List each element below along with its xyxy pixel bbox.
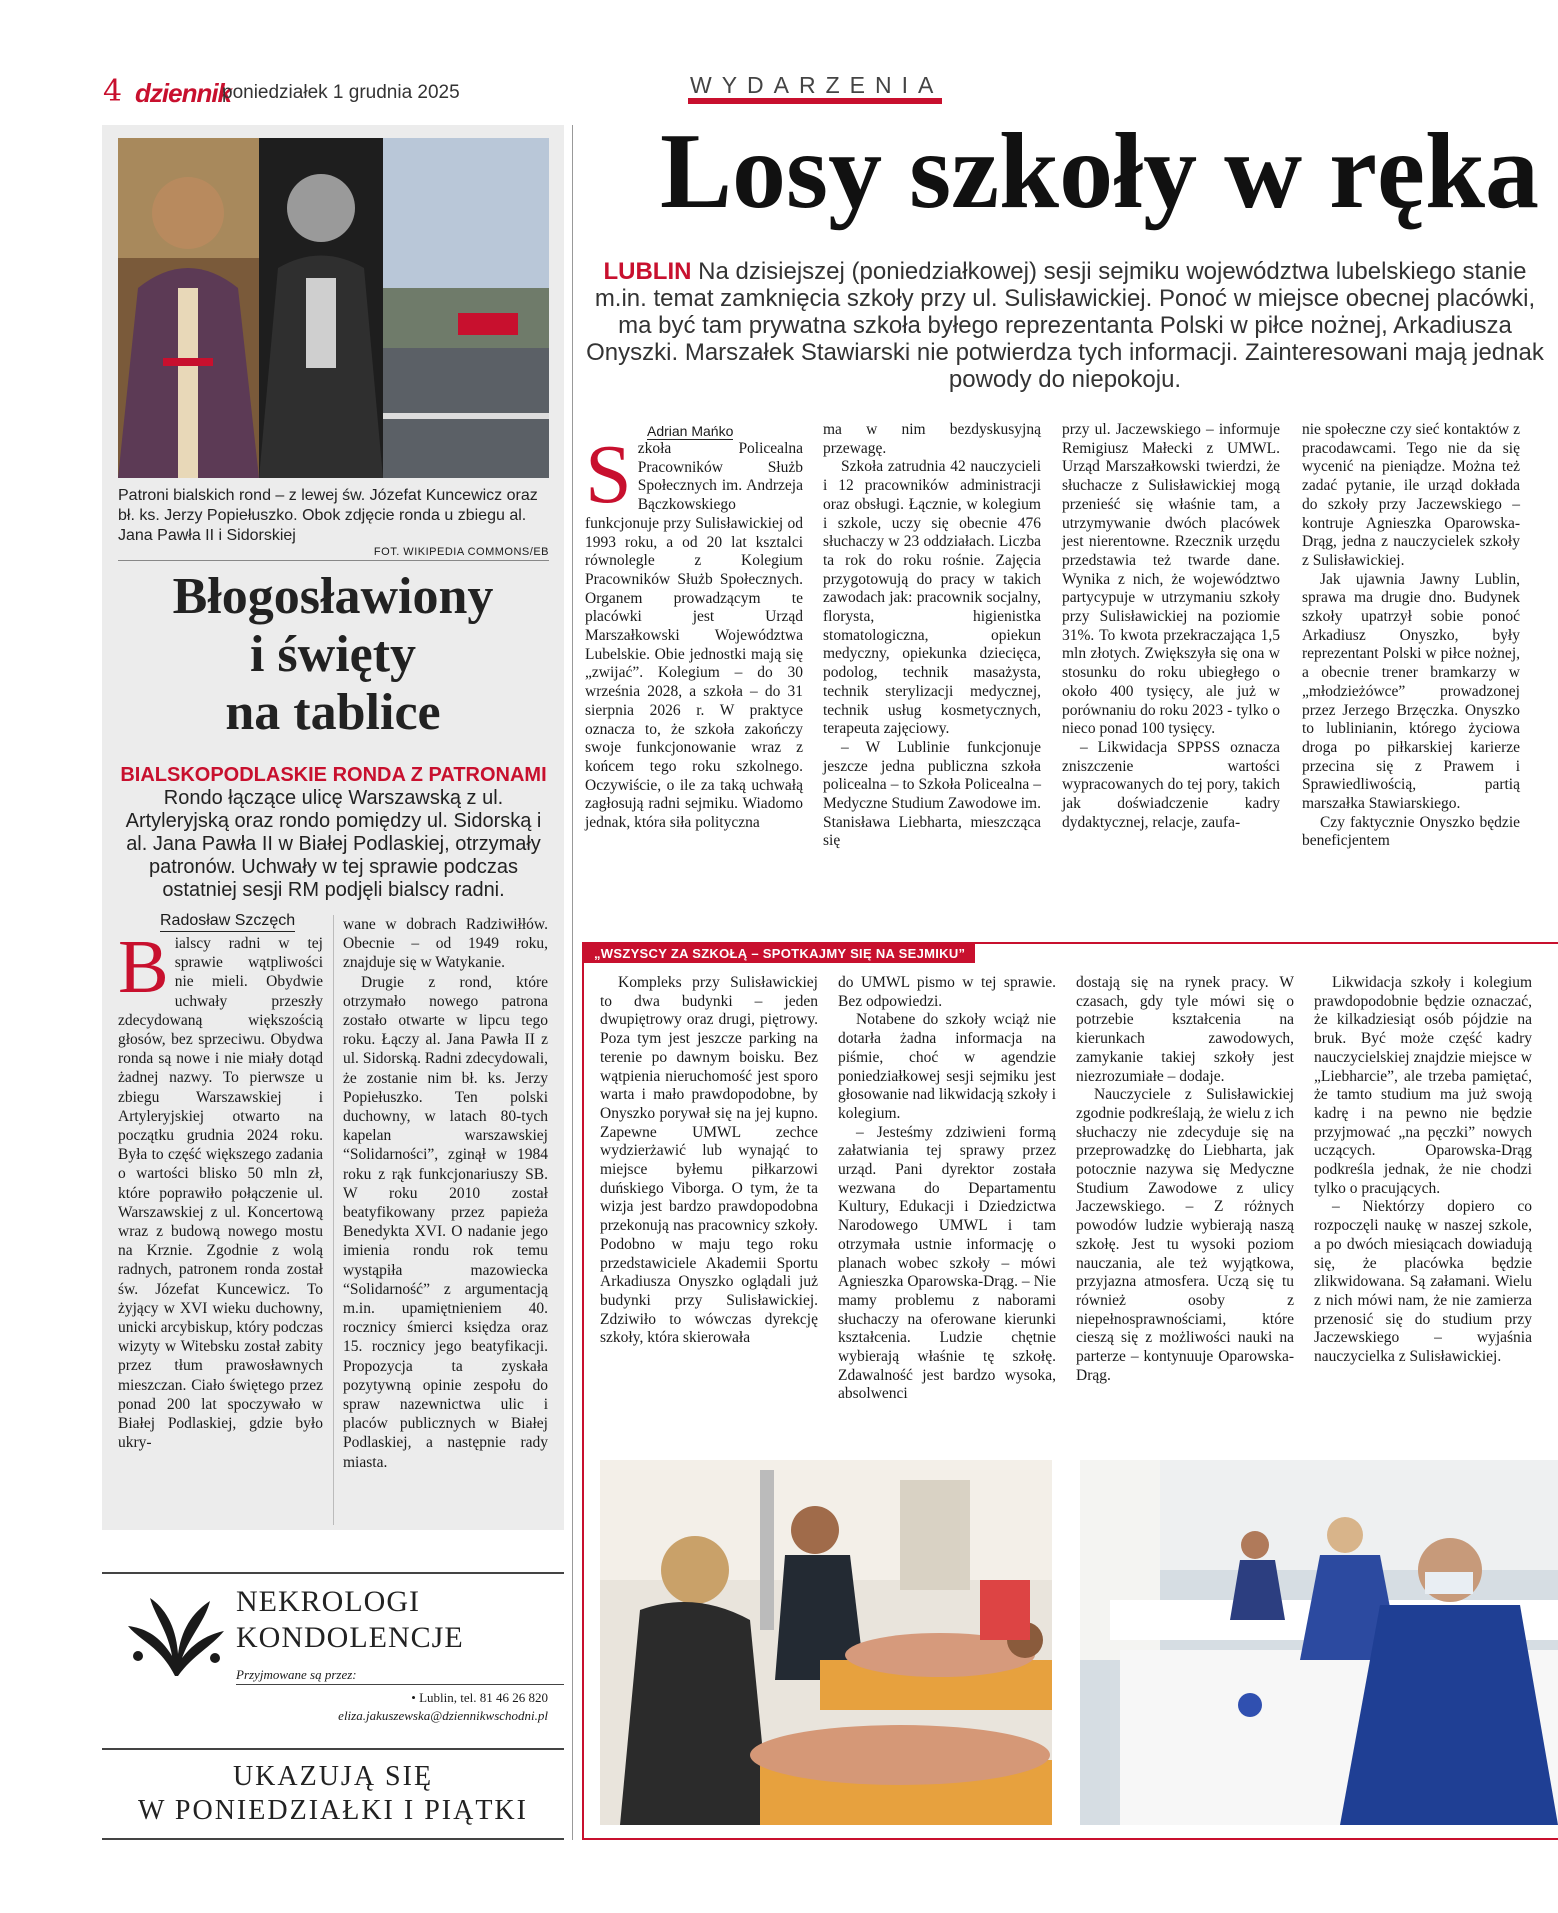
paragraph: wane w dobrach Radziwiłłów. Obecnie – od 1949 roku, znajduje się w Watykanie. (343, 916, 548, 972)
left-article-title (102, 568, 564, 742)
page-divider (572, 125, 573, 1840)
drop-cap: S (585, 428, 632, 521)
ukaz-line: W PONIEDZIAŁKI I PIĄTKI (138, 1795, 528, 1826)
issue-date: poniedziałek 1 grudnia 2025 (222, 82, 460, 103)
paragraph: Likwidacja szkoły i kolegium prawdopodobnie będzie oznaczać, że kilkadziesiąt osób pójdzie na bruk. Być może część kadry nauczycielskiej znajdzie miejsce w „Liebharcie”, ale trzeba pamiętać, że tamto studium ma już swoją kadrę i na pewno nie będzie przyjmować „na pęczki” nowych uczących. Oparowska-Drąg podkreśla jednak, że nie chodzi tylko o pracujących. (1314, 974, 1532, 1197)
boxed-column-1 (600, 974, 818, 1348)
main-author: Adrian Mańko (647, 423, 734, 439)
ukaz-line: UKAZUJĄ SIĘ (232, 1761, 434, 1792)
boxed-column-3 (1076, 974, 1294, 1385)
lead-text: Rondo łączące ulicę Warszawską z ul. Artyleryjską oraz rondo pomiędzy ul. Sidorską i al. Jana Pawła II w Białej Podlaskiej, otrzymały patronów. Uchwały w tej sprawie podczas ostatniej sesji RM podjęli bialscy radni. (125, 787, 542, 901)
title-line: Błogosławiony (172, 568, 494, 625)
contact-email: eliza.jakuszewska@dziennikwschodni.pl (338, 1708, 548, 1723)
drop-cap: B (118, 925, 169, 1009)
paragraph: Jak ujawnia Jawny Lublin, sprawa ma drugie dno. Budynek szkoły upatrzył sobie ponoć Arkadiusz Onyszko, były reprezentant Polski w piłce nożnej, a obecnie trener bramkarzy w „młodzieżówce” prowadzonej przez Jerzego Brzęczka. Onyszko to lublinianin, którego życiowa droga po piłkarskiej karierze przecina się z Prawem i Sprawiedliwością, partią marszałka Stawiarskiego. (1302, 570, 1520, 813)
left-article-column-1 (118, 925, 323, 1452)
paragraph: Nauczyciele z Sulisławickiej zgodnie podkreślają, że wielu z ich słuchaczy nie zdecyduje się na przeprowadzkę do Liebharta, jak potocznie nazywa się Medyczne Studium Zawodowe z ulicy Jaczewskiego. – Z różnych powodów ludzie wybierają naszą szkołę. Jest tu wysoki poziom nauczania, ale też wyjątkowa, przyjazna atmosfera. Uczą się tu również osoby z niepełnosprawnościami, które cieszą się z możliwości nauki na parterze – kontynuuje Oparowska-Drąg. (1076, 1086, 1294, 1384)
main-article-column-2 (823, 421, 1041, 851)
main-article-column-3 (1062, 421, 1280, 832)
paragraph: do UMWL pismo w tej sprawie. Bez odpowiedzi. (838, 974, 1056, 1010)
lead-text: Na dzisiejszej (poniedziałkowej) sesji sejmiku województwa lubelskiego stanie m.in. temat zamknięcia szkoły przy ul. Sulisławickiej. Ponoć w miejsce obecnej placówki, ma być tam prywatna szkoła byłego reprezentanta Polski w piłce nożnej, Arkadiusza Onyszki. Marszałek Stawiarski nie potwierdza tych informacji. Zainteresowani mają jednak powody do niepokoju. (586, 258, 1544, 393)
title-line: NEKROLOGI (236, 1585, 420, 1618)
body-text: zkoła Policealna Pracowników Służb Społecznych im. Andrzeja Bączkowskiego funkcjonuje przy Sulisławickiej od 1993 roku, a od 20 lat ksztalci równolegle z Kolegium Pracowników Służb Społecznych. Organem prowadzącym te placówki jest Urząd Marszałkowski Województwa Lubelskie. Obie jednostki mają się „zwijać”. Kolegium – do 30 września 2028, a szkoła – do 31 sierpnia 2026 r. W praktyce oznacza to, że szkoła zakończy swoje funkcjonowanie wraz z końcem tego roku szkolnego. Oczywiście, o ile za taką uchwałą zagłosują radni sejmiku. Wiadomo jednak, która siła polityczna (585, 440, 803, 832)
paragraph: – Likwidacja SPPSS oznacza zniszczenie wartości wypracowanych do tej pory, takich jak doświadczenie kadry dydaktycznej, relacje, zaufa- (1062, 738, 1280, 831)
floral-ornament-icon (120, 1586, 230, 1686)
paragraph: – Jesteśmy zdziwieni formą załatwiania tej sprawy przez urząd. Pani dyrektor została wezwana do Departamentu Kultury, Edukacji i Dziedzictwa Narodowego UMWL i tam otrzymała ustnie informację o planach wobec szkoły – mówi Agnieszka Oparowska-Drąg. – Nie mamy problemu z naborami słuchaczy na oferowane kierunki kształcenia. Ludzie chętnie wybierają właśnie tę szkołę. Zdawalność jest bardzo wysoka, absolwenci (838, 1123, 1056, 1403)
main-article-column-4 (1302, 421, 1520, 851)
lead-kicker: LUBLIN (603, 258, 692, 285)
paragraph: Notabene do szkoły wciąż nie dotarła żadna informacja na piśmie, choć w agendzie poniedziałkowej sesji sejmiku jest głosowanie nad likwidacją szkoły i kolegium. (838, 1011, 1056, 1122)
paragraph: Drugie z rond, które otrzymało nowego patrona zostało otwarte w lipcu tego roku. Łączy al. Jana Pawła II z ul. Sidorską. Radni zdecydowali, że zostanie nim bł. ks. Jerzy Popiełuszko. Ten polski duchowny, w latach 80-tych kapelan warszawskiej “Solidarności”, zginął w 1984 roku z rąk funkcjonariuszy SB. W roku 2010 został beatyfikowany przez papieża Benedykta XVI. O nadanie jego imienia rondu rok temu wystąpiła mazowiecka “Solidarność” z argumentacją m.in. upamiętnieniem 40. rocznicy śmierci księdza oraz 15. rocznicy jego beatyfikacji. Propozycja ta zyskała pozytywną opinie zespołu do spraw nazewnictwa ulic i placów publicznych w Białej Podlaskiej, a następnie rady miasta. (343, 973, 548, 1471)
paragraph: przy ul. Jaczewskiego – informuje Remigiusz Małecki z UMWL. Urząd Marszałkowski twierdzi, że słuchacze z Sulisławickiej mogą przenieść się właśnie tam, a utrzymywanie dwóch placówek jest nierentowne. Rzecznik urzędu przedstawia też twarde dane. Wynika z nich, że województwo partycypuje w utrzymaniu szkoły przy Sulisławickiej na poziomie 31%. To kwota przekraczająca 1,5 mln złotych. Zwiększyła się ona w stosunku do roku ubiegłego o około 400 tysięcy, ale już w porównaniu do roku 2023 - tylko o nieco ponad 100 tysięcy. (1062, 421, 1280, 738)
paragraph: Szkoła zatrudnia 42 nauczycieli i 12 pracowników administracji oraz obsługi. Łącznie, w kolegium i szkole, uczy się obecnie 476 słuchaczy w 23 oddziałach. Liczba ta rok do roku rośnie. Zajęcia przygotowują do pracy w takich zawodach jak: pracownik socjalny, florysta, higienistka stomatologiczna, opiekun medyczny, opiekunka dziecięca, podolog, technik masażysta, technik sterylizacji medycznej, technik usług kosmetycznych, terapeuta zajęciowy. (823, 458, 1041, 738)
boxed-column-2 (838, 974, 1056, 1404)
page-number: 4 (103, 74, 123, 109)
newspaper-logo: dziennik (135, 78, 232, 108)
paragraph: nie społeczne czy sieć kontaktów z pracodawcami. Tego nie da się wycenić na pieniądze. Można też zadać pytanie, ile urząd dokłada do szkoły przy Jaczewskiego – kontruje Agnieszka Oparowska-Drąg, jedna z nauczycielek szkoły z Sulisławickiej. (1302, 421, 1520, 569)
title-line: i święty (249, 626, 417, 683)
ad-divider (236, 1684, 564, 1685)
lead-kicker: BIALSKOPODLASKIE RONDA Z PATRONAMI (120, 764, 547, 786)
paragraph: Czy faktycznie Onyszko będzie beneficjentem (1302, 813, 1520, 850)
paragraph: dostają się na rynek pracy. W czasach, gdy tyle mówi się o potrzebie kształcenia na kierunkach zawodowych, zamykanie takiej szkoły jest niezrozumiałe – dodaje. (1076, 974, 1294, 1085)
obituary-title (236, 1584, 464, 1656)
paragraph: – W Lublinie funkcjonuje jeszcze jedna publiczna szkoła policealna – to Szkoła Policealna – Medyczne Studium Zawodowe im. Stanisława Liebharta, mieszcząca się (823, 738, 1041, 850)
main-article-lead (585, 258, 1545, 393)
contact-phone: • Lublin, tel. 81 46 26 820 (411, 1690, 548, 1705)
column-divider (333, 915, 334, 1525)
photo-credit: FOT. WIKIPEDIA COMMONS/EB (118, 546, 549, 561)
left-article-lead (118, 764, 549, 902)
body-text: ialscy radni w tej sprawie wątpliwości nie mieli. Obydwie uchwały przeszły zdecydowaną większością głosów, bez sprzeciwu. Obydwa ronda są nowe i nie miały dotąd żadnej nazwy. To pierwsze u zbiegu Warszawskiej i Artyleryjskiej otwarto na początku grudnia 2024 roku. Była to część większego zadania o wartości blisko 50 mln zł, które poprawiło połączenie ul. Warszawskiej z ul. Koncertową wraz z budową nowego mostu na Krznie. Zgodnie z wolą radnych, patronem ronda został św. Józefat Kuncewicz. To żyjący w XVI wieku duchowny, unicki arcybiskup, który podczas wizyty w Witebsku został zabity przez tłum prawosławnych mieszczan. Ciało świętego przez ponad 200 lat spoczywało w Białej Podlaskiej, gdzie było ukry- (118, 935, 323, 1452)
dental-lab-photo (1080, 1460, 1558, 1825)
accepted-by-label: Przyjmowane są przez: (236, 1667, 357, 1682)
boxed-section-label: „WSZYSCY ZA SZKOŁĄ – SPOTKAJMY SIĘ NA SEJMIKU” (584, 944, 975, 963)
title-line: KONDOLENCJE (236, 1621, 464, 1654)
massage-class-photo (600, 1460, 1052, 1825)
title-line: na tablice (225, 684, 441, 741)
section-underline (688, 98, 942, 104)
paragraph: Kompleks przy Sulisławickiej to dwa budynki – jeden dwupiętrowy oraz drugi, piętrowy. Poza tym jest jeszcze parking na terenie po dawnym boisku. Bez wątpienia nieruchomość jest sporo warta i mało prawdopodobne, by Onyszko porywał się na jej kupno. Zapewne UMWL zechce wydzierżawić lub wynająć to miejsce byłemu piłkarzowi duńskiego Viborga. O tym, że ta wizja jest bardzo prawdopodobna przekonują nas pracownicy szkoły. Podobno w maju tego roku przedstawiciele Akademii Sportu Arkadiusza Onyszko oglądali już budynki przy Sulisławickiej. Zdziwiło to wówczas dyrekcję szkoły, która skierowała (600, 974, 818, 1347)
main-article-title: Losy szkoły w ręka (660, 112, 1540, 231)
patrons-photo (118, 138, 549, 478)
paragraph: – Niektórzy dopiero co rozpoczęli naukę w naszej szkole, a po dwóch miesiącach dowiadują się, że placówka będzie zlikwidowana. Są załamani. Wielu z nich mówi nam, że nie zamierza przenosić się do studium przy Jaczewskiego – wyjaśnia nauczycielka z Sulisławickiej. (1314, 1198, 1532, 1366)
photo-caption: Patroni bialskich rond – z lewej św. Józefat Kuncewicz oraz bł. ks. Jerzy Popiełuszko. Obok zdjęcie ronda u zbiegu al. Jana Pawła II i Sidorskiej (118, 487, 538, 544)
section-title: WYDARZENIA (690, 72, 944, 98)
paragraph: ma w nim bezdyskusyjną przewagę. (823, 421, 1041, 457)
publication-days (102, 1760, 564, 1828)
left-author: Radosław Szczęch (160, 912, 295, 932)
left-article-column-2 (343, 915, 548, 1472)
boxed-column-4 (1314, 974, 1532, 1367)
